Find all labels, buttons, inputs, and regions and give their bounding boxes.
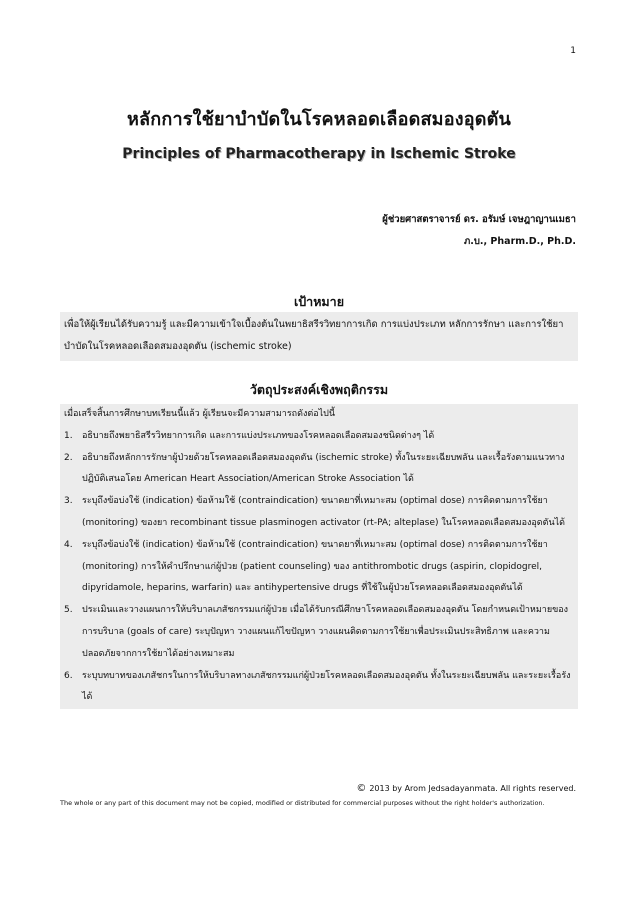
disclaimer: The whole or any part of this document may not be copied, modified or distributed for commercial purposes without the right holder's authorization. (60, 799, 545, 807)
copyright-symbol: © (356, 783, 367, 794)
outcome-item-2 (64, 448, 574, 492)
outcome-text: ประเมินและวางแผนการให้บริบาลเภสัชกรรมแก่ผู้ป่วย เมื่อได้รับกรณีศึกษาโรคหลอดเลือดสมองอุดตัน โดยกำหนดเป้าหมายของการบริบาล (goals of care) ระบุปัญหา วางแผนแก้ไขปัญหา วางแผนติดตามการใช้ยาเพื่อประเมินประสิทธิภาพ และความปลอดภัยจากการใช้ยาได้อย่างเหมาะสม (82, 605, 569, 659)
outcome-item-5 (64, 600, 574, 665)
outcomes-heading: วัตถุประสงค์เชิงพฤติกรรม (249, 382, 389, 397)
outcome-number: 2. (64, 452, 73, 463)
outcome-item-6 (64, 666, 574, 710)
objective-box (60, 312, 578, 361)
copyright-text: 2013 by Arom Jedsadayanmata. All rights reserved. (369, 784, 576, 793)
outcome-text: อธิบายถึงพยาธิสรีรวิทยาการเกิด และการแบ่งประเภทของโรคหลอดเลือดสมองชนิดต่างๆ ได้ (82, 430, 435, 441)
outcome-item-1 (64, 426, 574, 448)
outcome-number: 4. (64, 539, 73, 550)
objective-heading: เป้าหมาย (293, 294, 345, 309)
author-degrees: ภ.บ., Pharm.D., Ph.D. (464, 236, 576, 247)
title-thai: หลักการใช้ยาบำบัดในโรคหลอดเลือดสมองอุดตัน (126, 109, 512, 130)
title-english: Principles of Pharmacotherapy in Ischemic Stroke (122, 146, 516, 162)
author-name: ผู้ช่วยศาสตราจารย์ ดร. อรัมษ์ เจษฎาญานเมธา (382, 214, 576, 225)
outcomes-intro: เมื่อเสร็จสิ้นการศึกษาบทเรียนนี้แล้ว ผู้เรียนจะมีความสามารถดังต่อไปนี้ (64, 409, 335, 419)
objective-text: เพื่อให้ผู้เรียนได้รับความรู้ และมีความเข้าใจเบื้องต้นในพยาธิสรีรวิทยาการเกิด การแบ่งประเภท หลักการรักษา และการใช้ยาบำบัดในโรคหลอดเลือดสมองอุดตัน (ischemic stroke) (64, 319, 564, 352)
outcome-number: 6. (64, 670, 73, 681)
outcomes-list (64, 426, 574, 709)
copyright-notice (356, 783, 576, 794)
outcome-number: 3. (64, 496, 73, 507)
outcomes-box (60, 404, 578, 709)
outcome-item-4 (64, 535, 574, 600)
page-number: 1 (570, 46, 576, 56)
outcome-item-3 (64, 491, 574, 535)
outcome-text: อธิบายถึงหลักการรักษาผู้ป่วยด้วยโรคหลอดเลือดสมองอุดตัน (ischemic stroke) ทั้งในระยะเฉียบพลัน และเรื้อรังตามแนวทางปฏิบัติเสนอโดย American Heart Association/American Stroke Association ได้ (82, 452, 565, 485)
outcome-text: ระบุถึงข้อบ่งใช้ (indication) ข้อห้ามใช้ (contraindication) ขนาดยาที่เหมาะสม (optimal dose) การติดตามการใช้ยา (monitoring) การให้คำปรึกษาแก่ผู้ป่วย (patient counseling) ของ antithrombotic drugs (aspirin, clopidogrel, dipyridamole, heparins, warfarin) และ antihypertensive drugs ที่ใช้ในผู้ป่วยโรคหลอดเลือดสมองอุดตันได้ (82, 539, 548, 594)
outcome-text: ระบุบทบาทของเภสัชกรในการให้บริบาลทางเภสัชกรรมแก่ผู้ป่วยโรคหลอดเลือดสมองอุดตัน ทั้งในระยะเฉียบพลัน และระยะเรื้อรังได้ (82, 670, 571, 703)
outcome-number: 1. (64, 430, 73, 441)
outcome-text: ระบุถึงข้อบ่งใช้ (indication) ข้อห้ามใช้ (contraindication) ขนาดยาที่เหมาะสม (optimal dose) การติดตามการใช้ยา (monitoring) ของยา recombinant tissue plasminogen activator (rt-PA; alteplase) ในโรคหลอดเลือดสมองอุดตันได้ (82, 496, 566, 528)
outcome-number: 5. (64, 605, 73, 616)
